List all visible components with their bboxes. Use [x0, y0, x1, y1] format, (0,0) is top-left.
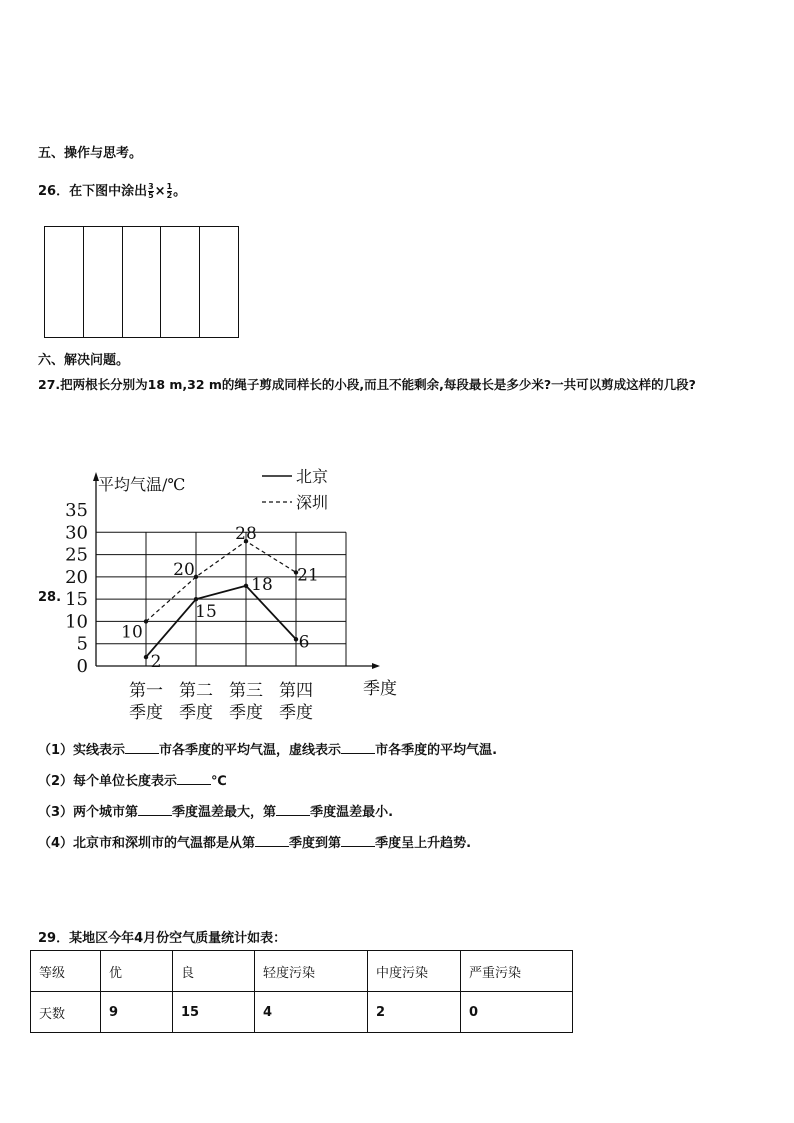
- table-cell: 轻度污染: [255, 951, 368, 992]
- answer-blank[interactable]: [341, 741, 375, 754]
- q28-2-a: （2）每个单位长度表示: [38, 774, 178, 789]
- table-cell: 中度污染: [368, 951, 461, 992]
- data-label: 10: [121, 622, 143, 643]
- x-tick-label: 第二: [179, 681, 213, 701]
- y-tick-label: 20: [66, 566, 88, 588]
- q28-3-a: （3）两个城市第: [38, 805, 139, 820]
- answer-blank[interactable]: [255, 834, 289, 847]
- table-cell: 等级: [31, 951, 101, 992]
- table-cell: 2: [368, 992, 461, 1033]
- x-tick-label: 季度: [229, 703, 263, 723]
- q28-1-b: 市各季度的平均气温，虚线表示: [159, 743, 342, 758]
- x-tick-label: 季度: [179, 703, 213, 723]
- q28-1-a: （1）实线表示: [38, 743, 126, 758]
- table-cell: 严重污染: [461, 951, 573, 992]
- table-cell: 天数: [31, 992, 101, 1033]
- y-tick-label: 0: [76, 656, 88, 677]
- q28-3-c: 季度温差最小.: [310, 805, 394, 820]
- frac2-den: 2: [166, 191, 173, 200]
- data-point: [144, 619, 148, 623]
- table-cell: 优: [101, 951, 173, 992]
- table-cell: 9: [101, 992, 173, 1033]
- table-row: [31, 992, 573, 1033]
- question-28-number: 28.: [38, 590, 62, 605]
- temperature-chart: [66, 458, 426, 728]
- x-axis-arrow: [372, 663, 380, 669]
- shading-grid[interactable]: [44, 226, 239, 338]
- grid-cell[interactable]: [45, 227, 84, 337]
- data-point: [194, 597, 198, 601]
- grid-cell[interactable]: [200, 227, 238, 337]
- y-tick-label: 35: [66, 500, 88, 521]
- y-axis-label: 平均气温/℃: [98, 475, 186, 494]
- series-line-shenzhen: [146, 541, 296, 621]
- q26-suffix: 。: [173, 184, 187, 199]
- data-label: 6: [298, 632, 310, 653]
- grid-cell[interactable]: [123, 227, 162, 337]
- y-tick-label: 25: [66, 544, 88, 566]
- x-tick-label: 第一: [129, 681, 163, 701]
- answer-blank[interactable]: [341, 834, 375, 847]
- q28-part2: [38, 770, 227, 789]
- data-label: 20: [173, 559, 195, 580]
- y-tick-label: 15: [66, 589, 88, 611]
- frac1-num: 3: [148, 182, 154, 191]
- question-26: [38, 180, 186, 200]
- times-sign: ×: [154, 184, 166, 199]
- q28-2-b: ℃: [211, 774, 227, 789]
- table-header-row: [31, 951, 573, 992]
- x-tick-label: 第三: [229, 681, 263, 701]
- grid-cell[interactable]: [84, 227, 123, 337]
- y-tick-label: 5: [76, 633, 88, 655]
- q28-part3: [38, 801, 393, 820]
- frac1-den: 5: [148, 191, 154, 200]
- question-27: 27.把两根长分别为18 m,32 m的绳子剪成同样长的小段,而且不能剩余,每段最长是多少米?一共可以剪成这样的几段?: [38, 377, 696, 392]
- air-quality-table: [30, 950, 573, 1033]
- q28-4-a: （4）北京市和深圳市的气温都是从第: [38, 836, 256, 851]
- frac2-num: 1: [166, 182, 173, 191]
- answer-blank[interactable]: [276, 803, 310, 816]
- q28-4-c: 季度呈上升趋势.: [375, 836, 472, 851]
- y-tick-label: 30: [66, 522, 88, 544]
- q26-prefix: 26．在下图中涂出: [38, 184, 148, 199]
- x-axis-label: 季度: [363, 679, 397, 699]
- y-tick-label: 10: [66, 611, 88, 633]
- answer-blank[interactable]: [177, 772, 211, 785]
- x-tick-label: 季度: [129, 703, 163, 723]
- table-cell: 4: [255, 992, 368, 1033]
- x-tick-label: 季度: [279, 703, 313, 723]
- data-point: [294, 637, 298, 641]
- answer-blank[interactable]: [125, 741, 159, 754]
- chart-svg: [66, 458, 426, 728]
- table-cell: 15: [173, 992, 255, 1033]
- x-tick-label: 第四: [279, 681, 313, 701]
- answer-blank[interactable]: [138, 803, 172, 816]
- fraction-three-fifths: [148, 183, 154, 200]
- section-five-heading: 五、操作与思考。: [38, 146, 143, 161]
- legend-label: 深圳: [296, 493, 329, 512]
- question-29: 29．某地区今年4月份空气质量统计如表：: [38, 931, 287, 946]
- data-label: 15: [195, 602, 217, 623]
- data-label: 2: [150, 652, 162, 673]
- q28-part1: [38, 739, 497, 758]
- table-cell: 良: [173, 951, 255, 992]
- q28-part4: [38, 832, 471, 851]
- legend-label: 北京: [296, 467, 329, 486]
- data-point: [244, 584, 248, 588]
- grid-cell[interactable]: [161, 227, 200, 337]
- section-six-heading: 六、解决问题。: [38, 353, 130, 368]
- q28-3-b: 季度温差最大，第: [172, 805, 277, 820]
- data-label: 18: [251, 574, 273, 595]
- q28-4-b: 季度到第: [289, 836, 342, 851]
- table-cell: 0: [461, 992, 573, 1033]
- data-label: 21: [297, 565, 319, 586]
- data-point: [144, 655, 148, 659]
- fraction-one-half: [167, 183, 173, 200]
- q28-1-c: 市各季度的平均气温.: [375, 743, 498, 758]
- data-label: 28: [235, 524, 257, 545]
